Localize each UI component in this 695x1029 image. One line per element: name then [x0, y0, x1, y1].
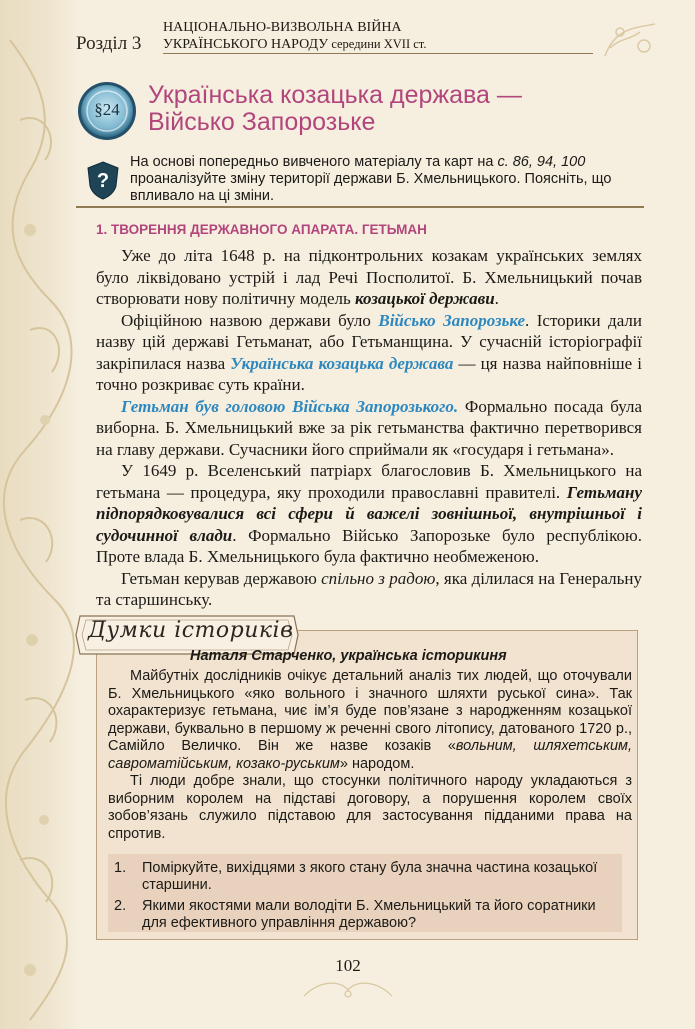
paragraph-title-line2: Військо Запорозьке [148, 108, 376, 136]
p3-text: Формально посада була виборна. Б. Хмельницький вже за рік гетьманства фактично перетворився на главу держави. Сучасники його сприймали як «государя і гетьмана». [96, 396, 642, 459]
intro-question [130, 154, 642, 205]
paragraph-2 [96, 310, 642, 396]
corner-ornament-icon [600, 18, 660, 62]
paragraph-number: §24 [94, 100, 120, 119]
quote-p1-text: Майбутніх дослідників очікує детальний аналіз тих людей, що оточували Б. Хмельницького «якo вольного і значного шляхти руської сина». Так охарактеризує гетьмана, чиє ім’я буде пов’язане з народженням козацької держави, буквально в першому ж реченні свого літопису, датованого 1720 р., Самійло Величко. Він же назве козаків « [108, 668, 632, 754]
header-divider [163, 53, 593, 54]
paragraph-title-line1: Українська козацька держава — [148, 81, 522, 109]
quote-p1-emphasis: вольним, шляхетським, савроматійським, козако-руським [108, 738, 632, 772]
p1-end: . [494, 289, 499, 308]
quote-paragraph-2: Ті люди добре знали, що стосунки політичного народу укладаються з виборним королем на підставі договору, а порушення королем своїх зобов’язань служило підставою для застосування підданими права на спротив. [108, 773, 632, 842]
intro-question-pages: с. 86, 94, 100 [497, 154, 586, 170]
chapter-header [163, 20, 593, 53]
term-zaporozhian-host: Військо Запорозьке [378, 310, 526, 330]
question-item [114, 860, 620, 894]
paragraph-1 [96, 245, 642, 310]
term-ukrainian-cossack-state: Українська козацька держава [230, 353, 454, 373]
historian-quote [108, 668, 632, 843]
p5-text: Гетьман керував державою [121, 568, 322, 588]
chapter-header-line2-small: середини XVII ст. [328, 37, 427, 51]
questions-list [114, 860, 620, 936]
p5-end: , яка ділилася на Генеральну та старшинську. [96, 568, 642, 609]
quote-p1-end: » народом. [339, 755, 415, 772]
historian-author: Наталя Старченко, українська історикиня [190, 648, 507, 664]
term-hetman-head: Гетьман був головою Війська Запорозького. [121, 396, 459, 416]
bottom-ornament-icon [300, 976, 396, 1002]
svg-text:?: ? [96, 170, 110, 192]
paragraph-3 [96, 396, 642, 461]
question-number: 2. [114, 898, 127, 914]
p2-text: Офіційною назвою держави було [121, 310, 379, 330]
paragraph-4 [96, 460, 642, 568]
chapter-header-line1: НАЦІОНАЛЬНО-ВИЗВОЛЬНА ВІЙНА [163, 20, 402, 35]
historians-label: Думки істориків [88, 618, 294, 643]
p4-end: . Формально Військо Запорозьке було республікою. Проте влада Б. Хмельницького була фактично необмеженою. [96, 525, 642, 566]
question-text: Поміркуйте, вихідцями з якого стану була значна частина козацької старшини. [142, 860, 598, 893]
question-number: 1. [114, 860, 127, 876]
p4-emphasis: Гетьману підпорядковувалися всі сфери й важелі зовнішньої, внутрішньої і судочинної влади [96, 482, 642, 545]
intro-question-text: На основі попередньо вивченого матеріалу та карт на [130, 154, 498, 170]
p5-emphasis: спільно з радою [321, 568, 436, 588]
question-divider [76, 206, 644, 208]
p2-end: — ця назва найповніше і точно розкриває суть країни. [96, 353, 643, 394]
section-label: Розділ 3 [76, 33, 142, 54]
question-item [114, 898, 620, 932]
chapter-header-line2 [163, 36, 593, 53]
page-number: 102 [335, 956, 361, 975]
paragraph-5 [96, 568, 642, 611]
chapter-header-line2-main: УКРАЇНСЬКОГО НАРОДУ [163, 37, 329, 52]
question-shield-icon [86, 160, 120, 200]
paragraph-title [148, 82, 648, 136]
intro-question-text-end: проаналізуйте зміну території держави Б. Хмельницького. Поясніть, що впливало на ці зміни. [130, 171, 612, 204]
term-cossack-state: козацької держави [355, 289, 495, 308]
quote-paragraph-1 [108, 668, 632, 773]
p4-text: У 1649 р. Вселенський патріарх благословив Б. Хмельницького на гетьмана — процедура, яку проходили православні правителі. [96, 461, 642, 502]
section-heading: 1. ТВОРЕННЯ ДЕРЖАВНОГО АПАРАТА. ГЕТЬМАН [96, 222, 427, 237]
p2-text-mid: . Історики дали назву цій державі Гетьманат, або Гетьманщина. У сучасній історіографії закріпилася назва [96, 310, 642, 373]
question-text: Якими якостями мали володіти Б. Хмельницький та його соратники для ефективного управління державою? [142, 898, 596, 931]
main-text [96, 245, 642, 611]
p1-text: Уже до літа 1648 р. на підконтрольних козакам українських землях було ліквідовано устрій і лад Речі Посполитої. Б. Хмельницький почав створювати нову політичну модель [96, 246, 642, 308]
